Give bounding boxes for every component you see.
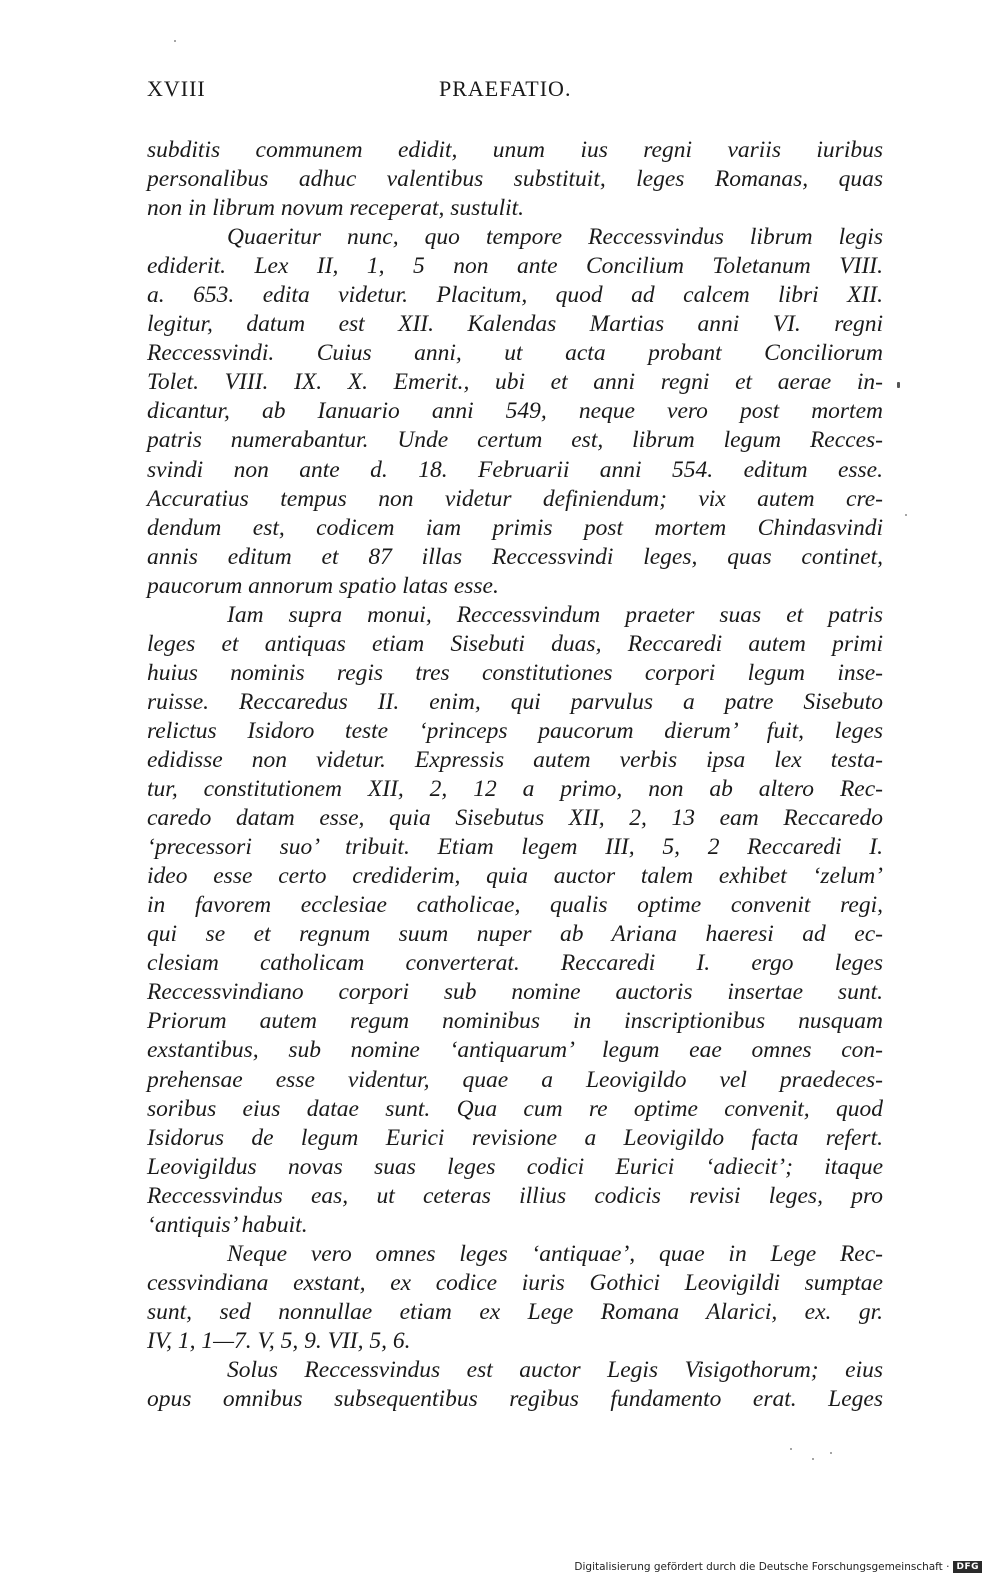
text-line: tur, constitutionem XII, 2, 12 a primo, non ab altero Rec-	[147, 776, 883, 803]
text-line: annis editum et 87 illas Reccessvindi leges, quas continet,	[147, 543, 883, 570]
text-line: subditis communem edidit, unum ius regni variis iuribus	[147, 137, 883, 163]
text-line: dicantur, ab Ianuario anni 549, neque vero post mortem	[147, 398, 883, 425]
text-line: legitur, datum est XII. Kalendas Martias anni VI. regni	[147, 311, 883, 338]
text-line: soribus eius datae sunt. Qua cum re optime convenit, quod	[147, 1095, 883, 1122]
text-line: Tolet. VIII. IX. X. Emerit., ubi et anni regni et aerae in-	[147, 369, 883, 396]
text-line: ediderit. Lex II, 1, 5 non ante Concilium Toletanum VIII.	[147, 253, 883, 280]
print-speck	[897, 382, 900, 388]
text-line: Reccessvindiano corpori sub nomine auctoris insertae sunt.	[147, 979, 883, 1006]
print-speck	[174, 40, 176, 42]
text-line: exstantibus, sub nomine ‘antiquarum’ legum eae omnes con-	[147, 1037, 883, 1064]
text-line: Isidorus de legum Eurici revisione a Leovigildo facta refert.	[147, 1124, 883, 1151]
running-title: PRAEFATIO.	[439, 76, 572, 101]
text-line: leges et antiquas etiam Sisebuti duas, Reccaredi autem primi	[147, 630, 883, 657]
text-line: clesiam catholicam converterat. Reccaredi I. ergo leges	[147, 950, 883, 977]
text-line: relictus Isidoro teste ‘princeps paucorum dierum’ fuit, leges	[147, 717, 883, 744]
text-line: prehensae esse videntur, quae a Leovigildo vel praedeces-	[147, 1066, 883, 1093]
text-line: Iam supra monui, Reccessvindum praeter suas et patris	[227, 601, 883, 628]
text-line: svindi non ante d. 18. Februarii anni 554. editum esse.	[147, 456, 883, 483]
text-line: a. 653. edita videtur. Placitum, quod ad calcem libri XII.	[147, 282, 883, 309]
print-speck	[790, 1448, 792, 1450]
text-line: ‘precessori suo’ tribuit. Etiam legem III, 5, 2 Reccaredi I.	[147, 834, 883, 861]
credit-text: Digitalisierung gefördert durch die Deutsche Forschungsgemeinschaft ·	[574, 1561, 950, 1573]
text-line: Accuratius tempus non videtur definiendum; vix autem cre-	[147, 485, 883, 512]
body-text	[147, 136, 883, 1414]
text-line: ‘antiquis’ habuit.	[147, 1211, 308, 1238]
text-line: Quaeritur nunc, quo tempore Reccessvindus librum legis	[227, 224, 883, 251]
text-line: non in librum novum receperat, sustulit.	[147, 195, 525, 222]
text-line: edidisse non videtur. Expressis autem verbis ipsa lex testa-	[147, 746, 883, 773]
text-line: Reccessvindus eas, ut ceteras illius codicis revisi leges, pro	[147, 1182, 883, 1209]
page-number: XVIII	[147, 76, 206, 101]
text-line: cessvindiana exstant, ex codice iuris Gothici Leovigildi sumptae	[147, 1269, 883, 1296]
dfg-logo-icon: DFG	[953, 1561, 982, 1573]
text-line: Leovigildus novas suas leges codici Eurici ‘adiecit’; itaque	[147, 1153, 883, 1180]
text-line: ideo esse certo crediderim, quia auctor talem exhibet ‘zelum’	[147, 863, 883, 890]
text-line: Solus Reccessvindus est auctor Legis Visigothorum; eius	[227, 1356, 883, 1383]
text-line: Neque vero omnes leges ‘antiquae’, quae in Lege Rec-	[227, 1240, 883, 1267]
text-line: patris numerabantur. Unde certum est, librum legum Recces-	[147, 427, 883, 454]
digitization-credit	[574, 1559, 982, 1575]
text-line: personalibus adhuc valentibus substituit, leges Romanas, quas	[147, 166, 883, 193]
text-line: dendum est, codicem iam primis post mortem Chindasvindi	[147, 514, 883, 541]
text-line: ruisse. Reccaredus II. enim, qui parvulus a patre Sisebuto	[147, 688, 883, 715]
print-speck	[905, 514, 907, 516]
text-line: caredo datam esse, quia Sisebutus XII, 2, 13 eam Reccaredo	[147, 805, 883, 832]
text-line: Reccessvindi. Cuius anni, ut acta probant Conciliorum	[147, 340, 883, 367]
print-speck	[812, 1458, 814, 1460]
print-speck	[830, 1452, 832, 1454]
text-line: opus omnibus subsequentibus regibus fundamento erat. Leges	[147, 1386, 883, 1413]
text-line: paucorum annorum spatio latas esse.	[147, 572, 499, 599]
text-line: huius nominis regis tres constitutiones corpori legum inse-	[147, 659, 883, 686]
text-line: qui se et regnum suum nuper ab Ariana haeresi ad ec-	[147, 921, 883, 948]
text-line: sunt, sed nonnullae etiam ex Lege Romana Alarici, ex. gr.	[147, 1298, 883, 1325]
running-head	[147, 76, 883, 108]
text-line: in favorem ecclesiae catholicae, qualis optime convenit regi,	[147, 892, 883, 919]
text-line: IV, 1, 1—7. V, 5, 9. VII, 5, 6.	[147, 1327, 411, 1354]
text-line: Priorum autem regum nominibus in inscriptionibus nusquam	[147, 1008, 883, 1035]
